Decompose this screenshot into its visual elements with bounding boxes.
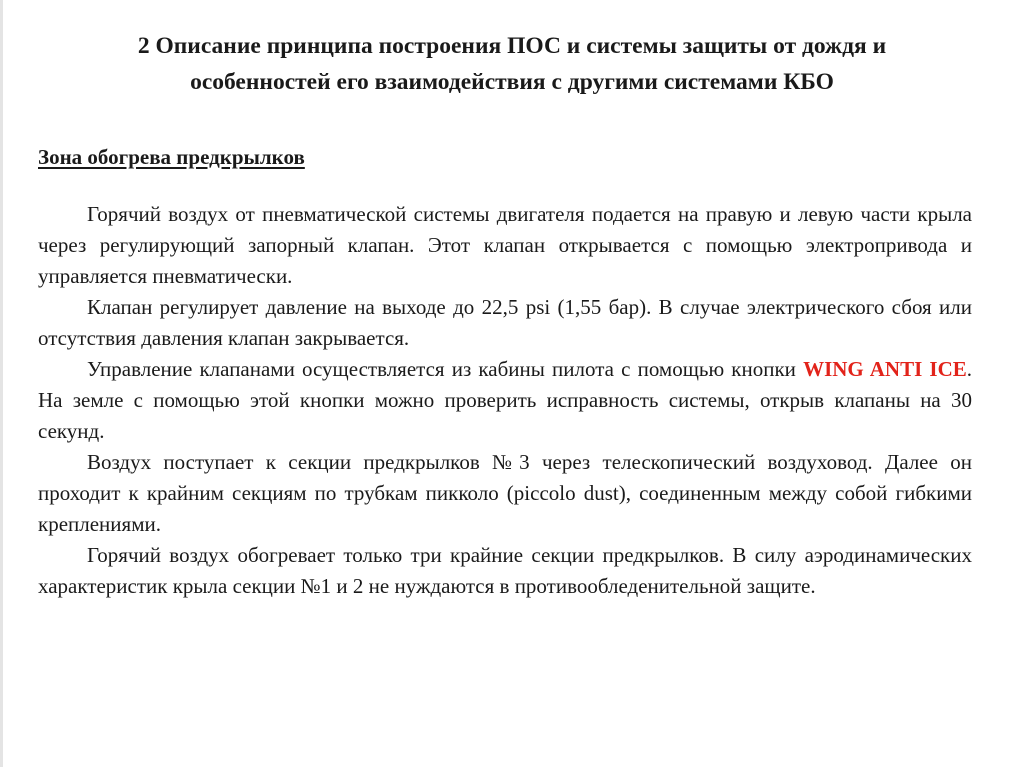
paragraph-4: Воздух поступает к секции предкрылков №3 через телескопический воздуховод. Далее он проходит к крайним секциям по трубкам пикколо (piccolo dust), соединенным между собой гибкими креплениями. [38,450,972,536]
paragraph-2: Клапан регулирует давление на выходе до 22,5 psi (1,55 бар). В случае электрического сбоя или отсутствия давления клапан закрывается. [38,295,972,350]
paragraph-3-text-before: Управление клапанами осуществляется из кабины пилота с помощью кнопки [87,357,804,381]
body-text [38,199,972,602]
paragraph-1: Горячий воздух от пневматической системы двигателя подается на правую и левую части крыла через регулирующий запорный клапан. Этот клапан открывается с помощью электропривода и управляется пневматически. [38,202,972,288]
section-heading: Зона обогрева предкрылков [38,145,305,169]
paragraph-3-text-after: . На земле с помощью этой кнопки можно проверить исправность системы, открыв клапаны на 30 секунд. [38,357,972,443]
wing-anti-ice-label: WING ANTI ICE [803,357,967,381]
paragraph-3 [38,354,972,447]
slide-title [40,28,984,100]
slide-title-line-1: 2 Описание принципа построения ПОС и системы защиты от дождя и [137,33,887,59]
slide-title-line-2: особенностей его взаимодействия с другими системами КБО [190,69,834,95]
slide-edge [0,0,3,767]
paragraph-5: Горячий воздух обогревает только три крайние секции предкрылков. В силу аэродинамических характеристик крыла секции №1 и 2 не нуждаются в противообледенительной защите. [38,543,972,598]
